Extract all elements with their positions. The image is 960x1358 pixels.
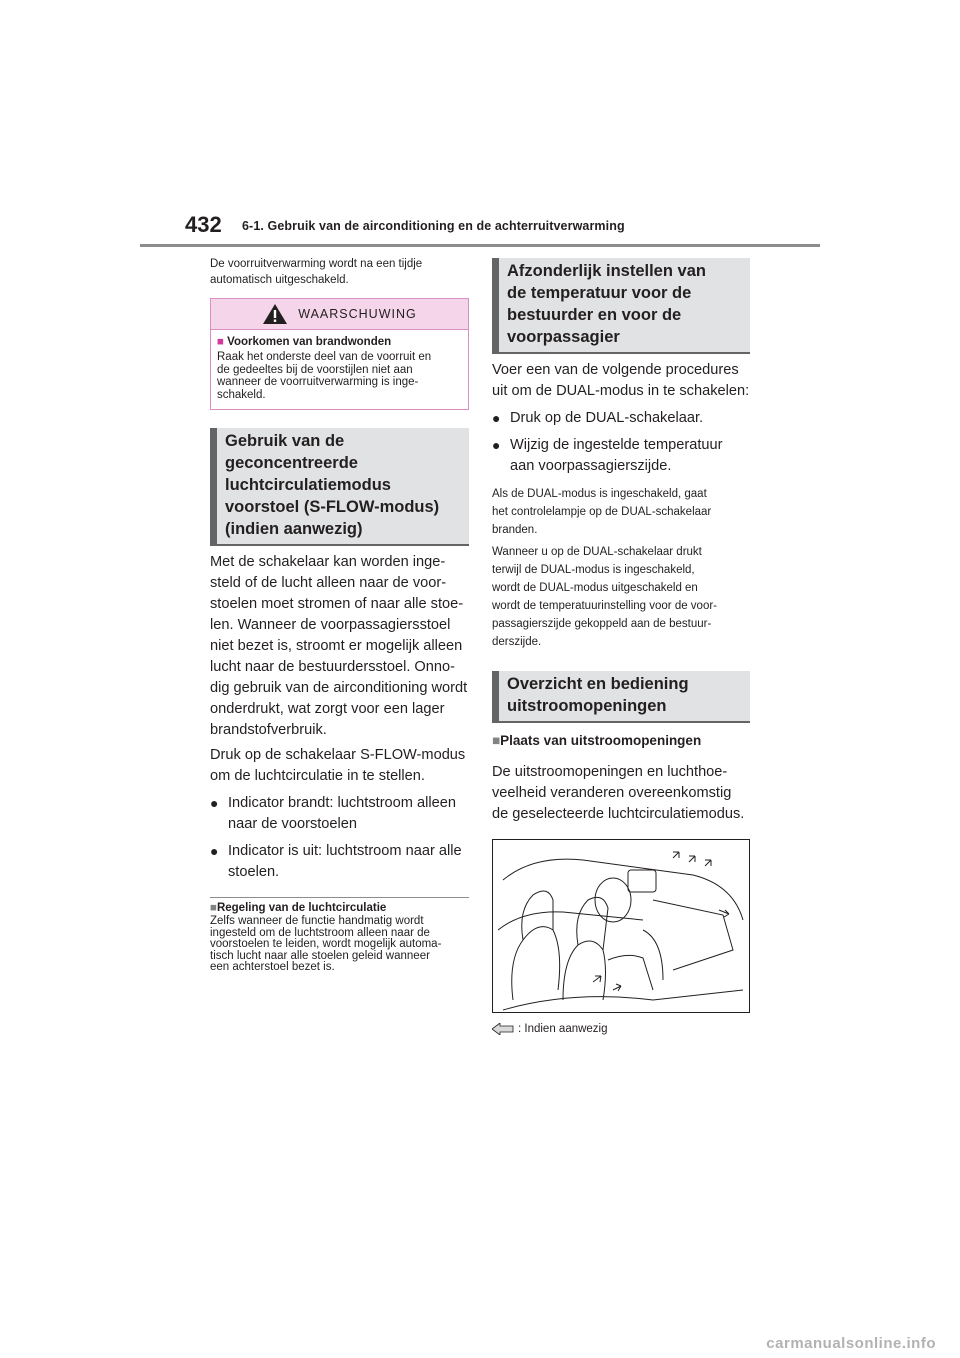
note-text: Zelfs wanneer de functie handmatig wordt ingesteld om de luchtstroom alleen naar de voorstoelen te leiden, wordt mogelijk automa- tisch lucht naar alle stoelen geleid wanneer een achterstoel bezet is. [210,915,442,973]
section-heading-dual: Afzonderlijk instellen van de temperatuur voor de bestuurder en voor de voorpassagier [492,258,750,354]
warning-triangle-icon [262,303,288,325]
intro-text: De voorruitverwarming wordt na een tijdje automatisch uitgeschakeld. [210,258,423,286]
right-column [492,256,750,1035]
list-item: ● Indicator is uit: luchtstroom naar alle stoelen. [210,841,469,883]
warning-subtitle: ■ Voorkomen van brandwonden [217,336,392,348]
square-bullet-icon: ■ [210,902,217,914]
square-bullet-icon: ■ [217,336,224,348]
dual-note-2: Wanneer u op de DUAL-schakelaar drukt terwijl de DUAL-modus is ingeschakeld, wordt de DUAL-modus uitgeschakeld en wordt de temperatuurinstelling voor de voor- passagierszijde gekoppeld aan de bestuur- derszijde. [492,546,718,648]
legend-text: : Indien aanwezig [518,1022,608,1035]
section-heading-sflow: Gebruik van de geconcentreerde luchtcirculatiemodus voorstoel (S-FLOW-modus) (indien aanwezig) [210,428,469,546]
warning-box [210,298,469,410]
section-heading-outlets: Overzicht en bediening uitstroomopeningen [492,671,750,723]
list-item: ● Indicator brandt: luchtstroom alleen naar de voorstoelen [210,793,469,835]
bullet-dot-icon: ● [210,795,219,811]
warning-text: Raak het onderste deel van de voorruit en de gedeeltes bij de voorstijlen niet aan wanneer de voorruitverwarming is inge- schakeld. [217,351,432,401]
header-rule [140,244,820,247]
dual-note-1: Als de DUAL-modus is ingeschakeld, gaat het controlelampje op de DUAL-schakelaar branden. [492,488,712,536]
sflow-instruction: Druk op de schakelaar S-FLOW-modus om de luchtcirculatie in te stellen. [210,747,466,784]
bullet-dot-icon: ● [492,437,501,453]
list-item: ● Wijzig de ingestelde temperatuur aan voorpassagierszijde. [492,435,750,477]
warning-title: WAARSCHUWING [298,307,417,321]
legend [492,1023,750,1035]
car-interior-illustration [492,839,750,1013]
airflow-arrow-icon [492,1023,514,1035]
watermark: carmanualsonline.info [766,1335,936,1352]
running-head: 6-1. Gebruik van de airconditioning en de achterruitverwarming [242,219,625,233]
note-title: ■Regeling van de luchtcirculatie [210,902,387,914]
left-column [210,256,469,974]
page-number: 432 [185,212,222,237]
bullet-dot-icon: ● [492,410,501,426]
outlets-paragraph: De uitstroomopeningen en luchthoe- veelheid veranderen overeenkomstig de geselecteerde luchtcirculatiemodus. [492,763,745,822]
note-divider [210,897,469,898]
sflow-paragraph: Met de schakelaar kan worden inge- steld of de lucht alleen naar de voor- stoelen moet stromen of naar alle stoe- len. Wanneer de voorpassagiersstoel niet bezet is, stroomt er mogelijk alleen lucht naar de bestuurdersstoel. Onno- dig gebruik van de airconditioning wordt onderdrukt, wat zorgt voor een lager brandstofverbruik. [210,554,468,738]
list-item: ● Druk op de DUAL-schakelaar. [492,408,750,429]
square-bullet-icon: ■ [492,733,501,748]
dual-paragraph: Voer een van de volgende procedures uit om de DUAL-modus in te schakelen: [492,362,750,399]
bullet-dot-icon: ● [210,843,219,859]
warning-header [211,299,468,330]
outlets-subheading: ■Plaats van uitstroomopeningen [492,733,702,748]
